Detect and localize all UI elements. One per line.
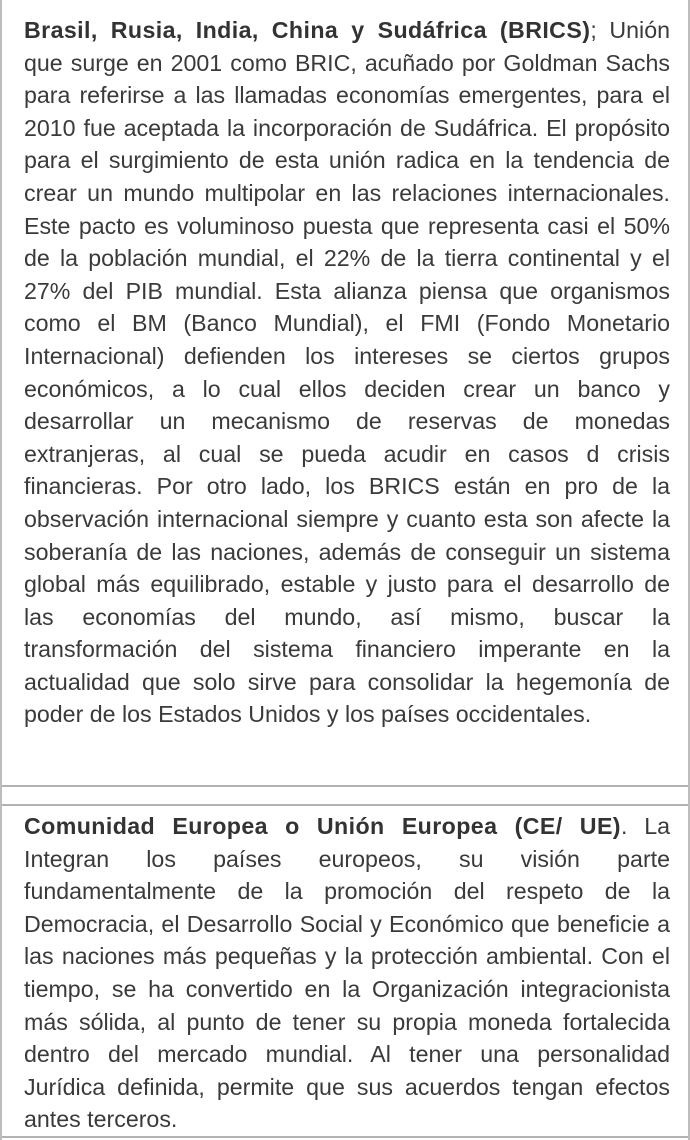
ce-ue-paragraph: [24, 810, 670, 1136]
section-divider-top: [2, 785, 688, 787]
brics-term: Brasil, Rusia, India, China y Sudáfrica (BRICS): [24, 17, 591, 43]
brics-section: [2, 0, 688, 785]
ce-ue-section: [2, 806, 688, 1136]
table-bottom-border: [2, 1136, 688, 1138]
ce-ue-description: . La Integran los países europeos, su visión parte fundamentalmente de la promoción del respeto de la Democracia, el Desarrollo Social y Económico que beneficie a las naciones más pequeñas y la protección ambiental. Con el tiempo, se ha convertido en la Organización integracionista más sólida, al punto de tener su propia moneda fortalecida dentro del mercado mundial. Al tener una personalidad Jurídica definida, permite que sus acuerdos tengan efectos antes terceros.: [24, 813, 670, 1133]
brics-paragraph: [24, 14, 670, 731]
brics-description: ; Unión que surge en 2001 como BRIC, acuñado por Goldman Sachs para referirse a las llamadas economías emergentes, para el 2010 fue aceptada la incorporación de Sudáfrica. El propósito para el surgimiento de esta unión radica en la tendencia de crear un mundo multipolar en las relaciones internacionales. Este pacto es voluminoso puesta que representa casi el 50% de la población mundial, el 22% de la tierra continental y el 27% del PIB mundial. Esta alianza piensa que organismos como el BM (Banco Mundial), el FMI (Fondo Monetario Internacional) defienden los intereses se ciertos grupos económicos, a lo cual ellos deciden crear un banco y desarrollar un mecanismo de reservas de monedas extranjeras, al cual se pueda acudir en casos d crisis financieras. Por otro lado, los BRICS están en pro de la observación internacional siempre y cuanto esta son afecte la soberanía de las naciones, además de conseguir un sistema global más equilibrado, estable y justo para el desarrollo de las economías del mundo, así mismo, buscar la transformación del sistema financiero imperante en la actualidad que solo sirve para consolidar la hegemonía de poder de los Estados Unidos y los países occidentales.: [24, 17, 670, 728]
ce-ue-term: Comunidad Europea o Unión Europea (CE/ UE): [24, 813, 621, 839]
